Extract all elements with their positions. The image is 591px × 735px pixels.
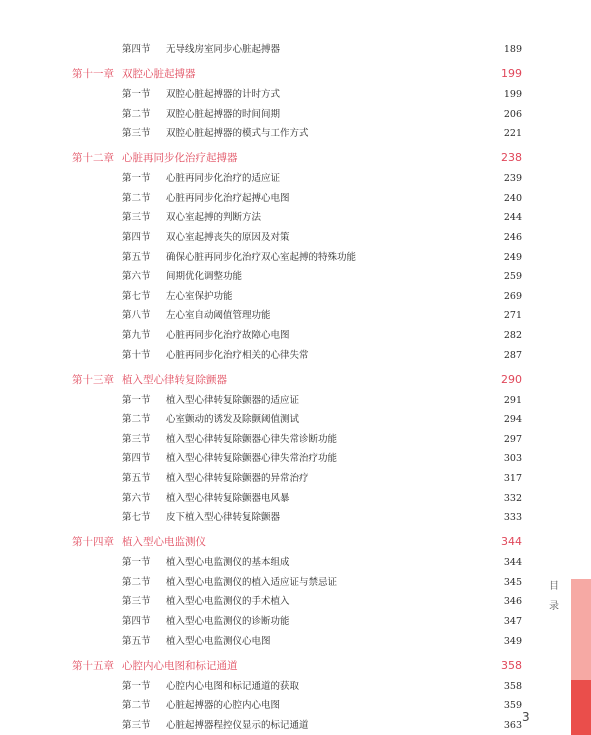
toc-entry-page: 344 bbox=[503, 557, 522, 569]
toc-entry-number: 第十节 bbox=[122, 349, 151, 361]
toc-entry-title: 心室颤动的诱发及除颤阈值测试 bbox=[166, 414, 300, 426]
toc-section-row[interactable] bbox=[0, 575, 522, 591]
toc-entry-number: 第十四章 bbox=[72, 536, 114, 549]
toc-entry-number: 第七节 bbox=[122, 512, 151, 524]
toc-entry-title: 植入型心电监测仪的诊断功能 bbox=[166, 616, 290, 627]
toc-entry-number: 第一节 bbox=[122, 394, 151, 406]
toc-section-row[interactable] bbox=[0, 171, 522, 187]
toc-entry-page: 259 bbox=[503, 271, 522, 283]
toc-entry-page: 349 bbox=[503, 635, 522, 647]
toc-section-row[interactable] bbox=[0, 718, 522, 734]
toc-section-row[interactable] bbox=[0, 87, 522, 103]
toc-section-row[interactable] bbox=[0, 191, 522, 207]
toc-dot-leader bbox=[246, 658, 474, 674]
toc-entry-title: 左心室保护功能 bbox=[166, 290, 233, 302]
toc-entry-number: 第二节 bbox=[122, 192, 151, 204]
toc-entry-title: 左心室自动阈值管理功能 bbox=[166, 310, 271, 322]
toc-entry-number: 第十一章 bbox=[72, 68, 114, 80]
toc-entry-number: 第二节 bbox=[122, 108, 151, 120]
toc-entry-page: 345 bbox=[503, 576, 522, 588]
toc-entry-title: 植入型心律转复除颤器的适应证 bbox=[166, 394, 300, 406]
toc-entry-page: 221 bbox=[503, 128, 522, 140]
toc-dot-leader bbox=[298, 191, 474, 207]
toc-dot-leader bbox=[235, 372, 474, 388]
side-tab-light bbox=[571, 579, 591, 680]
toc-entry-page: 244 bbox=[503, 212, 522, 224]
toc-entry-number: 第一节 bbox=[122, 173, 151, 185]
toc-dot-leader bbox=[288, 42, 474, 58]
toc-entry-title: 植入型心律转复除颤器心律失常治疗功能 bbox=[166, 453, 338, 465]
toc-section-row[interactable] bbox=[0, 42, 522, 58]
toc-dot-leader bbox=[298, 328, 474, 344]
toc-entry-number: 第十三章 bbox=[72, 373, 114, 386]
toc-dot-leader bbox=[288, 107, 474, 123]
toc-entry-title: 心脏再同步化治疗起搏心电图 bbox=[166, 192, 290, 204]
toc-section-row[interactable] bbox=[0, 126, 522, 142]
toc-section-row[interactable] bbox=[0, 432, 522, 448]
toc-chapter-row[interactable] bbox=[0, 534, 522, 550]
toc-entry-number: 第四节 bbox=[122, 616, 151, 627]
toc-entry-number: 第六节 bbox=[122, 492, 151, 504]
toc-dot-leader bbox=[246, 150, 474, 166]
side-label: 目录 bbox=[549, 581, 559, 612]
toc-entry-page: 291 bbox=[503, 394, 522, 406]
toc-section-row[interactable] bbox=[0, 451, 522, 467]
toc-entry-title: 植入型心律转复除颤器 bbox=[122, 373, 227, 386]
toc-entry-number: 第四节 bbox=[122, 44, 151, 55]
toc-chapter-row[interactable] bbox=[0, 658, 522, 674]
toc-dot-leader bbox=[288, 698, 474, 714]
toc-entry-number: 第五节 bbox=[122, 473, 151, 484]
toc-entry-page: 206 bbox=[503, 108, 522, 120]
side-tab-dark bbox=[571, 680, 591, 735]
toc-entry-title: 双腔心脏起搏器的计时方式 bbox=[166, 89, 281, 100]
toc-entry-title: 间期优化调整功能 bbox=[166, 271, 243, 283]
toc-entry-title: 植入型心电监测仪 bbox=[122, 536, 206, 549]
toc-entry-page: 269 bbox=[503, 290, 522, 302]
toc-entry-title: 心脏再同步化治疗故障心电图 bbox=[166, 330, 290, 341]
toc-dot-leader bbox=[298, 614, 474, 630]
toc-entry-number: 第一节 bbox=[122, 680, 151, 692]
page-number: 3 bbox=[522, 710, 530, 724]
toc-entry-page: 333 bbox=[503, 512, 522, 524]
toc-entry-title: 心腔内心电图和标记通道的获取 bbox=[166, 680, 300, 692]
toc-entry-number: 第三节 bbox=[122, 433, 151, 445]
toc-entry-page: 282 bbox=[503, 330, 522, 341]
toc-section-row[interactable] bbox=[0, 412, 522, 428]
toc-entry-number: 第三节 bbox=[122, 596, 151, 608]
toc-dot-leader bbox=[288, 87, 474, 103]
toc-dot-leader bbox=[298, 491, 474, 507]
toc-entry-title: 植入型心律转复除颤器心律失常诊断功能 bbox=[166, 433, 338, 445]
toc-entry-page: 246 bbox=[503, 232, 522, 243]
toc-entry-number: 第三节 bbox=[122, 212, 151, 224]
toc-entry-title: 心脏再同步化治疗起搏器 bbox=[122, 152, 238, 165]
toc-entry-page: 239 bbox=[503, 173, 522, 185]
toc-entry-title: 心脏再同步化治疗的适应证 bbox=[166, 173, 281, 185]
toc-section-row[interactable] bbox=[0, 614, 522, 630]
toc-section-row[interactable] bbox=[0, 634, 522, 650]
toc-entry-page: 249 bbox=[503, 251, 522, 263]
toc-dot-leader bbox=[204, 66, 474, 82]
toc-section-row[interactable] bbox=[0, 328, 522, 344]
toc-section-row[interactable] bbox=[0, 594, 522, 610]
toc-entry-page: 297 bbox=[503, 433, 522, 445]
toc-entry-page: 271 bbox=[503, 310, 522, 322]
toc-section-row[interactable] bbox=[0, 510, 522, 526]
toc-entry-page: 363 bbox=[503, 719, 522, 731]
toc-dot-leader bbox=[298, 594, 474, 610]
toc-entry-number: 第十二章 bbox=[72, 152, 114, 165]
toc-entry-page: 240 bbox=[503, 192, 522, 204]
toc-dot-leader bbox=[345, 575, 474, 591]
toc-entry-number: 第三节 bbox=[122, 719, 151, 731]
toc-entry-number: 第十五章 bbox=[72, 659, 114, 672]
toc-dot-leader bbox=[364, 250, 474, 266]
toc-dot-leader bbox=[214, 534, 474, 550]
toc-section-row[interactable] bbox=[0, 230, 522, 246]
toc-entry-title: 双心室起搏丧失的原因及对策 bbox=[166, 232, 290, 243]
toc-entry-number: 第九节 bbox=[122, 330, 151, 341]
toc-entry-number: 第二节 bbox=[122, 700, 151, 712]
toc-entry-title: 心脏起搏器的心腔内心电图 bbox=[166, 700, 281, 712]
toc-section-row[interactable] bbox=[0, 393, 522, 409]
toc-entry-number: 第二节 bbox=[122, 414, 151, 426]
toc-entry-title: 心脏再同步化治疗相关的心律失常 bbox=[166, 349, 309, 361]
toc-entry-number: 第一节 bbox=[122, 89, 151, 100]
toc-chapter-row[interactable] bbox=[0, 372, 522, 388]
toc-entry-page: 347 bbox=[503, 616, 522, 627]
toc-dot-leader bbox=[317, 471, 474, 487]
toc-entry-page: 332 bbox=[503, 492, 522, 504]
toc-chapter-row[interactable] bbox=[0, 66, 522, 82]
toc-dot-leader bbox=[317, 126, 474, 142]
toc-entry-number: 第五节 bbox=[122, 251, 151, 263]
toc-entry-title: 皮下植入型心律转复除颤器 bbox=[166, 512, 281, 524]
toc-entry-title: 植入型心电监测仪的基本组成 bbox=[166, 557, 290, 569]
toc-section-row[interactable] bbox=[0, 555, 522, 571]
toc-entry-page: 358 bbox=[503, 680, 522, 692]
toc-entry-number: 第四节 bbox=[122, 453, 151, 465]
toc-entry-number: 第八节 bbox=[122, 310, 151, 322]
toc-entry-title: 双腔心脏起搏器的模式与工作方式 bbox=[166, 128, 309, 140]
toc-entry-page: 344 bbox=[501, 535, 522, 549]
toc-entry-number: 第五节 bbox=[122, 635, 151, 647]
toc-section-row[interactable] bbox=[0, 348, 522, 364]
toc-dot-leader bbox=[279, 308, 474, 324]
toc-dot-leader bbox=[269, 210, 474, 226]
toc-entry-title: 心腔内心电图和标记通道 bbox=[122, 659, 238, 672]
toc-entry-number: 第二节 bbox=[122, 576, 151, 588]
toc-entry-page: 290 bbox=[501, 372, 522, 386]
toc-section-row[interactable] bbox=[0, 491, 522, 507]
toc-entry-title: 植入型心电监测仪的植入适应证与禁忌证 bbox=[166, 576, 338, 588]
toc-entry-page: 294 bbox=[503, 414, 522, 426]
toc-dot-leader bbox=[250, 269, 474, 285]
toc-entry-page: 199 bbox=[503, 89, 522, 100]
toc-dot-leader bbox=[307, 412, 474, 428]
toc-entry-number: 第四节 bbox=[122, 232, 151, 243]
toc-entry-page: 358 bbox=[501, 658, 522, 672]
toc-section-row[interactable] bbox=[0, 250, 522, 266]
toc-dot-leader bbox=[288, 171, 474, 187]
toc-entry-page: 317 bbox=[503, 473, 522, 484]
toc-entry-page: 189 bbox=[503, 44, 522, 55]
toc-dot-leader bbox=[307, 679, 474, 695]
toc-entry-page: 287 bbox=[503, 349, 522, 361]
toc-section-row[interactable] bbox=[0, 210, 522, 226]
toc-dot-leader bbox=[317, 718, 474, 734]
toc-entry-number: 第一节 bbox=[122, 557, 151, 569]
toc-entry-title: 植入型心电监测仪心电图 bbox=[166, 635, 271, 647]
toc-section-row[interactable] bbox=[0, 269, 522, 285]
toc-dot-leader bbox=[345, 432, 474, 448]
toc-entry-page: 359 bbox=[503, 700, 522, 712]
toc-dot-leader bbox=[241, 289, 474, 305]
toc-entry-title: 无导线房室同步心脏起搏器 bbox=[166, 44, 281, 55]
toc-section-row[interactable] bbox=[0, 308, 522, 324]
toc-dot-leader bbox=[345, 451, 474, 467]
toc-entry-page: 238 bbox=[501, 151, 522, 165]
toc-entry-title: 植入型心电监测仪的手术植入 bbox=[166, 596, 290, 608]
toc-dot-leader bbox=[317, 348, 474, 364]
toc-section-row[interactable] bbox=[0, 471, 522, 487]
toc-entry-number: 第三节 bbox=[122, 128, 151, 140]
toc-entry-title: 确保心脏再同步化治疗双心室起搏的特殊功能 bbox=[166, 251, 357, 263]
toc-entry-title: 心脏起搏器程控仪显示的标记通道 bbox=[166, 719, 309, 731]
toc-section-row[interactable] bbox=[0, 698, 522, 714]
toc-section-row[interactable] bbox=[0, 679, 522, 695]
toc-dot-leader bbox=[298, 555, 474, 571]
toc-dot-leader bbox=[298, 230, 474, 246]
toc-section-row[interactable] bbox=[0, 289, 522, 305]
toc-chapter-row[interactable] bbox=[0, 150, 522, 166]
toc-entry-number: 第七节 bbox=[122, 290, 151, 302]
toc-entry-page: 199 bbox=[501, 67, 522, 80]
toc-section-row[interactable] bbox=[0, 107, 522, 123]
toc-entry-page: 346 bbox=[503, 596, 522, 608]
toc-entry-title: 双腔心脏起搏器 bbox=[122, 68, 196, 80]
toc-entry-number: 第六节 bbox=[122, 271, 151, 283]
toc-entry-title: 植入型心律转复除颤器电风暴 bbox=[166, 492, 290, 504]
toc-entry-title: 双腔心脏起搏器的时间间期 bbox=[166, 108, 281, 120]
toc-entry-title: 植入型心律转复除颤器的异常治疗 bbox=[166, 473, 309, 484]
toc-dot-leader bbox=[279, 634, 474, 650]
toc-entry-page: 303 bbox=[503, 453, 522, 465]
toc-dot-leader bbox=[288, 510, 474, 526]
toc-entry-title: 双心室起搏的判断方法 bbox=[166, 212, 262, 224]
toc-dot-leader bbox=[307, 393, 474, 409]
